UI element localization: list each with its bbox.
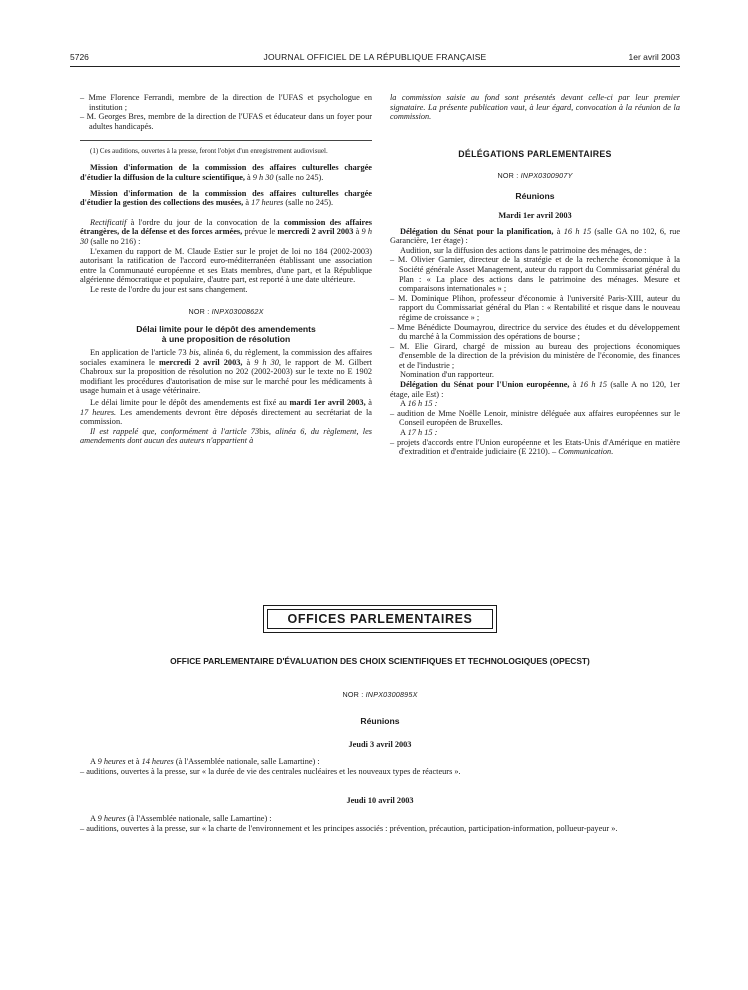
text-fragment: bis: [259, 426, 269, 436]
text-fragment: (salle no 216) :: [88, 236, 141, 246]
footnote-rule: [80, 140, 372, 141]
delegation-union-europeenne: [390, 380, 680, 399]
page-number: 5726: [70, 52, 89, 62]
left-column: [80, 93, 372, 446]
mission-collections-musees: [80, 189, 372, 208]
delai-paragraph-1: [80, 348, 372, 396]
text-fragment: – projets d'accords entre l'Union européenne et les Etats-Unis d'Amérique en matière d'extradition et d'entraide judiciaire (E 2210). –: [390, 437, 680, 457]
agenda-line: [80, 757, 680, 767]
footnote: (1) Ces auditions, ouvertes à la presse, feront l'objet d'un enregistrement audiovisuel.: [90, 147, 328, 156]
page-header: [70, 52, 680, 66]
nomination: Nomination d'un rapporteur.: [400, 370, 494, 380]
mission-title: Mission d'information de la commission des affaires culturelles chargée d'étudier la diffusion de la culture scientifique,: [80, 163, 372, 182]
text-fragment: En application de l'article 73: [90, 348, 190, 358]
commission-name: commission des affaires étrangères, de la défense et des forces armées,: [80, 217, 373, 237]
meeting-time: 16 h 15: [579, 380, 608, 390]
list-item: [390, 438, 680, 457]
nor-label: NOR :: [188, 306, 212, 316]
deadline-date: mardi 1er avril 2003,: [289, 398, 366, 408]
delegation-planification: [390, 227, 680, 246]
offices-title-box: [263, 605, 497, 633]
text-fragment: (salle GA no 102, 6, rue Garancière, 1er étage) :: [390, 226, 681, 246]
opecst-section: [80, 656, 680, 833]
offices-title: OFFICES PARLEMENTAIRES: [267, 609, 493, 629]
delegation-name: Délégation du Sénat pour l'Union européenne,: [400, 380, 570, 390]
nor-reference: [80, 690, 680, 700]
text-fragment: (salle A no 120, 1er étage, aile Est) :: [390, 380, 681, 399]
text-fragment: Le délai limite pour le dépôt des amendements est fixé au: [90, 398, 290, 408]
meeting-time: 9 h 30,: [254, 357, 281, 367]
delegation-name: Délégation du Sénat pour la planification,: [400, 226, 554, 236]
meeting-date: mercredi 2 avril 2003,: [158, 357, 243, 367]
nor-label: NOR :: [497, 171, 521, 181]
audition-intro: Audition, sur la diffusion des actions dans le patrimoine des ménages, de :: [400, 245, 647, 255]
nor-code: INPX0300862X: [211, 306, 264, 316]
text-fragment: A: [400, 428, 408, 438]
header-rule: [70, 66, 680, 67]
text-fragment: Il est rappelé que, conformément à l'article 73: [90, 426, 260, 436]
agenda-time-1: [390, 399, 680, 409]
deadline-time: 17 heures.: [80, 407, 117, 417]
meeting-time: 16 h 15 :: [407, 399, 438, 409]
section-title: DÉLÉGATIONS PARLEMENTAIRES: [458, 148, 612, 159]
list-item: – M. Dominique Plihon, professeur d'économie à l'université Paris-XIII, auteur du rapport du Commissariat général du Plan : « Rentabilité et risque dans le nouveau régime de croissance » ;: [390, 293, 680, 322]
list-item: – M. Elie Girard, chargé de mission au bureau des projections économiques d'ensemble de la direction de la prévision du ministère de l'économie, des finances et de l'industrie ;: [390, 341, 680, 370]
reunions-heading: Réunions: [515, 190, 555, 201]
right-column: [390, 93, 680, 457]
meeting-date: mercredi 2 avril 2003: [277, 227, 354, 237]
text-fragment: , alinéa 6, du règlement, les amendements dont aucun des auteurs n'appartient à: [80, 426, 372, 446]
text-fragment: à: [569, 380, 580, 390]
meeting-time: 9 h 30: [252, 172, 274, 182]
text-fragment: à: [365, 398, 372, 408]
meeting-place: (à l'Assemblée nationale, salle Lamartine) :: [125, 813, 272, 823]
continuation-paragraph: la commission saisie au fond sont présentés devant celle-ci par leur premier signataire. La présente publication vaut, à leur égard, convocation à la réunion de la commission.: [390, 93, 680, 122]
reunions-heading: Réunions: [360, 715, 400, 726]
text-fragment: A: [90, 757, 98, 767]
delai-title-line-2: à une proposition de résolution: [161, 334, 291, 345]
exam-paragraph: L'examen du rapport de M. Claude Estier sur le projet de loi no 184 (2002-2003) autorisant la ratification de l'accord euro-méditerranéen établissant une association entre la Communauté européenne et ses Etats membres, d'une part, et la République algérienne démocratique et populaire, d'autre part, est reporté à une date ultérieure.: [80, 246, 372, 285]
delai-title: [80, 324, 372, 344]
text-fragment: A: [90, 813, 98, 823]
mission-title: Mission d'information de la commission des affaires culturelles chargée d'étudier la gestion des collections des musées,: [80, 188, 372, 208]
text-fragment: à: [242, 357, 255, 367]
text-fragment: Les amendements devront être déposés directement au secrétariat de la commission.: [80, 407, 372, 427]
list-item: – M. Georges Bres, membre de la direction de l'UFAS et éducateur dans un foyer pour adultes handicapés.: [80, 112, 372, 131]
meeting-place: (à l'Assemblée nationale, salle Lamartine) :: [173, 757, 320, 767]
reste-paragraph: Le reste de l'ordre du jour est sans changement.: [90, 284, 248, 294]
agenda-line: [80, 814, 680, 824]
text-fragment: et à: [125, 757, 142, 767]
list-item: – M. Olivier Garnier, directeur de la stratégie et de la recherche économique à la Société générale Asset Management, auteur du rapport du Commissariat général du Plan : « La place des actions dans le patrimoine des ménages. Mesure et comparaisons internationales » ;: [390, 255, 680, 294]
meeting-time: 17 h 15 :: [407, 428, 438, 438]
nor-reference: [80, 307, 372, 317]
list-item: – Mme Bénédicte Doumayrou, directrice du service des études et du développement du marché à la Commission des opérations de bourse ;: [390, 322, 680, 342]
meeting-time: 9 heures: [97, 813, 126, 823]
meeting-room: (salle no 245).: [273, 172, 324, 182]
meeting-day: Mardi 1er avril 2003: [498, 210, 572, 220]
rectificatif-paragraph: [80, 218, 372, 247]
text-fragment: à l'ordre du jour de la convocation de la: [126, 217, 284, 227]
office-title: OFFICE PARLEMENTAIRE D'ÉVALUATION DES CHOIX SCIENTIFIQUES ET TECHNOLOGIQUES (OPECST): [170, 656, 590, 666]
meeting-time: 9 heures: [97, 757, 126, 767]
text-fragment: Communication.: [558, 447, 614, 457]
delai-paragraph-3: [80, 427, 372, 446]
list-item: – auditions, ouvertes à la presse, sur « la durée de vie des centrales nucléaires et les nouveaux types de réacteurs ».: [80, 766, 461, 776]
meeting-day: Jeudi 3 avril 2003: [348, 739, 412, 749]
nor-code: INPX0300907Y: [520, 171, 573, 181]
meeting-time: 14 heures: [141, 757, 174, 767]
nor-reference: [390, 171, 680, 181]
text-fragment: le rapport de M. Gilbert Chabroux sur la proposition de résolution no 202 (2002-2003) sur le texte no E 1902 modifiant les procédures d'autorisation de mise sur le marché pour les médicaments à usage humain et à usage vétérinaire.: [80, 357, 372, 396]
delai-title-line-1: Délai limite pour le dépôt des amendements: [136, 324, 316, 335]
nor-label: NOR :: [342, 690, 366, 699]
text-fragment: A: [400, 399, 408, 409]
journal-title: JOURNAL OFFICIEL DE LA RÉPUBLIQUE FRANÇAISE: [263, 52, 487, 62]
delai-paragraph-2: [80, 398, 372, 427]
text-fragment: prévue le: [242, 227, 278, 237]
meeting-time: 17 heures: [251, 198, 284, 208]
mission-culture-scientifique: [80, 163, 372, 182]
nor-code: INPX0300895X: [365, 690, 418, 699]
text-fragment: à: [353, 227, 362, 237]
issue-date: 1er avril 2003: [628, 52, 680, 62]
list-item: – auditions, ouvertes à la presse, sur « la charte de l'environnement et les principes associés : prévention, précaution, participation-information, pollueur-payeur ».: [80, 823, 618, 833]
agenda-time-2: [390, 428, 680, 438]
text-fragment: à: [243, 198, 252, 208]
text-fragment: à: [244, 172, 253, 182]
text-fragment: , alinéa 6, du règlement, la commission des affaires sociales examinera le: [80, 348, 372, 367]
meeting-time: 16 h 15: [563, 226, 592, 236]
meeting-room: (salle no 245).: [283, 198, 334, 208]
list-item: – Mme Florence Ferrandi, membre de la direction de l'UFAS et psychologue en institution ;: [80, 93, 372, 112]
meeting-time: 9 h 30: [80, 227, 372, 246]
meeting-day: Jeudi 10 avril 2003: [346, 796, 414, 806]
text-fragment: à: [553, 226, 564, 236]
text-fragment: bis: [189, 348, 199, 358]
list-item: – audition de Mme Noëlle Lenoir, ministre déléguée aux affaires européennes sur le Conseil européen de Bruxelles.: [390, 408, 680, 428]
rectificatif-label: Rectificatif: [90, 217, 127, 227]
